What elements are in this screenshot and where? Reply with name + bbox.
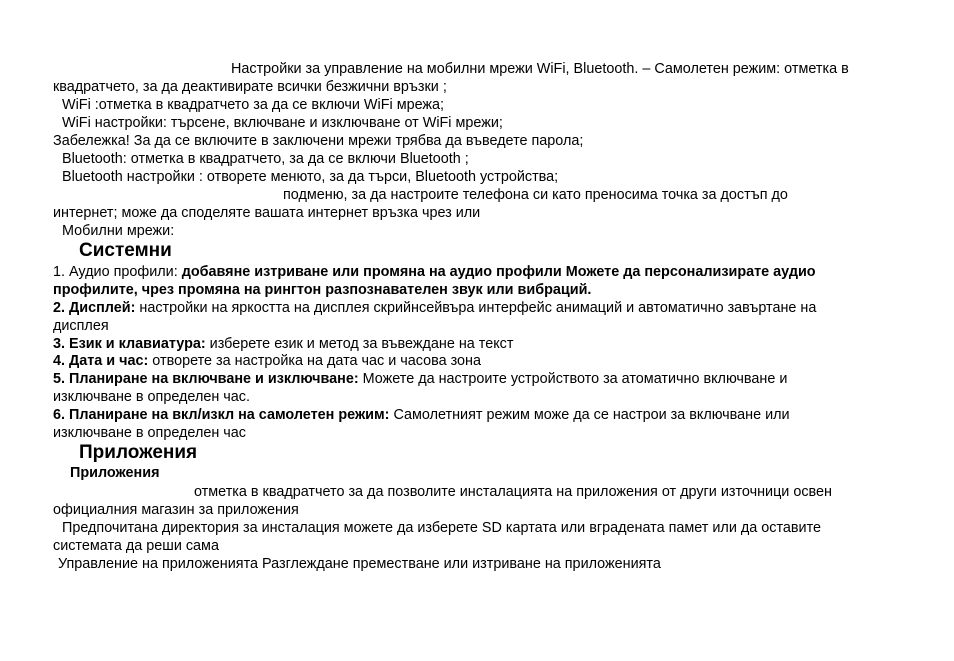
bluetooth-settings-line: Bluetooth настройки : отворете менюто, за да търси, Bluetooth устройства; <box>62 169 559 185</box>
date-time-line <box>53 352 481 370</box>
date-time-label: 4. Дата и час: <box>53 353 149 369</box>
audio-profiles-text-1: добавяне изтриване или промяна на аудио профили Можете да персонализирате аудио <box>181 264 816 280</box>
display-line-2: дисплея <box>53 318 109 334</box>
language-label: 3. Език и клавиатура: <box>53 336 206 352</box>
airplane-schedule-line-2: изключване в определен час <box>53 425 246 441</box>
unknown-sources-line-2: официалния магазин за приложения <box>53 502 299 518</box>
apps-heading: Приложения <box>79 442 198 463</box>
airplane-schedule-line-1 <box>53 406 790 424</box>
language-text: изберете език и метод за въвеждане на текст <box>205 336 514 352</box>
date-time-text: отворете за настройка на дата час и часова зона <box>148 353 481 369</box>
apps-subheading: Приложения <box>70 465 160 481</box>
display-label: 2. Дисплей: <box>53 300 136 316</box>
audio-profiles-label: 1. Аудио профили: <box>53 264 182 280</box>
power-schedule-line-2: изключване в определен час. <box>53 389 250 405</box>
network-intro-line-1: Настройки за управление на мобилни мрежи WiFi, Bluetooth. – Самолетен режим: отметка в <box>231 61 849 77</box>
wifi-line: WiFi :отметка в квадратчето за да се включи WiFi мрежа; <box>62 97 445 113</box>
wifi-settings-line: WiFi настройки: търсене, включване и изключване от WiFi мрежи; <box>62 115 503 131</box>
manage-apps-line: Управление на приложенията Разглеждане преместване или изтриване на приложенията <box>58 556 661 572</box>
install-location-line-2: системата да реши сама <box>53 538 219 554</box>
hotspot-line-1: подменю, за да настроите телефона си като преносима точка за достъп до <box>283 187 788 203</box>
mobile-networks-line: Мобилни мрежи: <box>62 223 175 239</box>
power-schedule-text-1: Можете да настроите устройството за атоматично включване и <box>358 371 788 387</box>
display-line-1 <box>53 299 816 317</box>
install-location-line-1: Предпочитана директория за инсталация можете да изберете SD картата или вградената памет или да оставите <box>62 520 822 536</box>
note-line: Забележка! За да се включите в заключени мрежи трябва да въведете парола; <box>53 133 584 149</box>
airplane-schedule-label: 6. Планиране на вкл/изкл на самолетен режим: <box>53 407 390 423</box>
bluetooth-line: Bluetooth: отметка в квадратчето, за да се включи Bluetooth ; <box>62 151 469 167</box>
network-intro-line-2: квадратчето, за да деактивирате всички безжични връзки ; <box>53 79 447 95</box>
display-text-1: настройки на яркостта на дисплея скрийнсейвъра интерфейс анимаций и автоматично завъртане на <box>135 300 817 316</box>
hotspot-line-2: интернет; може да споделяте вашата интернет връзка чрез или <box>53 205 481 221</box>
audio-profiles-line-2: профилите, чрез промяна на рингтон разпознавателен звук или вибраций. <box>53 282 592 298</box>
power-schedule-label: 5. Планиране на включване и изключване: <box>53 371 359 387</box>
system-heading: Системни <box>79 240 172 261</box>
airplane-schedule-text-1: Самолетният режим може да се настрои за включване или <box>389 407 790 423</box>
unknown-sources-line-1: отметка в квадратчето за да позволите инсталацията на приложения от други източници освен <box>194 484 832 500</box>
audio-profiles-line-1 <box>53 263 816 281</box>
power-schedule-line-1 <box>53 370 787 388</box>
language-line <box>53 335 513 353</box>
